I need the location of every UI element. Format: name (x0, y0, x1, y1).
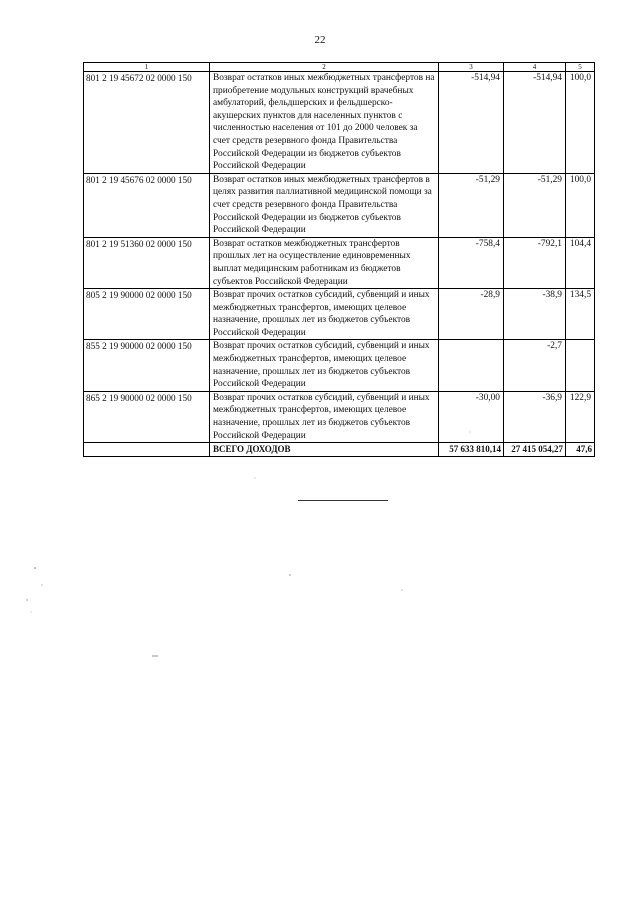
row-code: 801 2 19 51360 02 0000 150 (84, 237, 210, 288)
row-value-4: -51,29 (504, 173, 566, 237)
column-header-2: 2 (210, 63, 439, 72)
row-value-3: -51,29 (439, 173, 504, 237)
row-value-5: 134,5 (566, 289, 595, 340)
row-name: Возврат остатков межбюджетных трансфертов прошлых лет на осуществление единовременных выплат медицинским работникам из бюджетов субъектов Российской Федерации (210, 237, 439, 288)
separator-line (298, 500, 388, 501)
total-value-4: 27 415 054,27 (504, 443, 566, 457)
table-row (84, 237, 595, 288)
table-row (84, 289, 595, 340)
total-value-5: 47,6 (566, 443, 595, 457)
speck (41, 584, 42, 585)
row-value-3: -28,9 (439, 289, 504, 340)
row-name: Возврат остатков иных межбюджетных трансфертов в целях развития паллиативной медицинской помощи за счет средств резервного фонда Правительства Российской Федерации из бюджетов субъектов Российской Федерации (210, 173, 439, 237)
row-code: 805 2 19 90000 02 0000 150 (84, 289, 210, 340)
row-value-4: -514,94 (504, 72, 566, 174)
row-value-5 (566, 340, 595, 391)
table-header-row (84, 63, 595, 72)
row-code: 801 2 19 45676 02 0000 150 (84, 173, 210, 237)
row-value-3: -30,00 (439, 391, 504, 442)
table-row (84, 340, 595, 391)
budget-table (83, 62, 595, 457)
column-header-3: 3 (439, 63, 504, 72)
table-row (84, 173, 595, 237)
row-value-4: -38,9 (504, 289, 566, 340)
row-code: 855 2 19 90000 02 0000 150 (84, 340, 210, 391)
speck (255, 478, 256, 479)
speck (401, 589, 402, 590)
total-label: ВСЕГО ДОХОДОВ (210, 443, 439, 457)
column-header-4: 4 (504, 63, 566, 72)
row-name: Возврат остатков иных межбюджетных трансфертов на приобретение модульных конструкций врачебных амбулаторий, фельдшерских и фельдшерско-акушерских пунктов для населенных пунктов с численностью населения от 101 до 2000 человек за счет средств резервного фонда Правительства Российской Федерации из бюджетов субъектов Российской Федерации (210, 72, 439, 174)
speck (34, 567, 36, 569)
row-code: 801 2 19 45672 02 0000 150 (84, 72, 210, 174)
table-row (84, 72, 595, 174)
row-value-4: -792,1 (504, 237, 566, 288)
row-value-3: -514,94 (439, 72, 504, 174)
row-value-3: -758,4 (439, 237, 504, 288)
row-value-5: 100,0 (566, 72, 595, 174)
row-value-3 (439, 340, 504, 391)
table-row (84, 391, 595, 442)
speck (26, 599, 27, 600)
row-name: Возврат прочих остатков субсидий, субвенций и иных межбюджетных трансфертов, имеющих целевое назначение, прошлых лет из бюджетов субъектов Российской Федерации (210, 391, 439, 442)
row-value-4: -2,7 (504, 340, 566, 391)
row-value-5: 100,0 (566, 173, 595, 237)
row-name: Возврат прочих остатков субсидий, субвенций и иных межбюджетных трансфертов, имеющих целевое назначение, прошлых лет из бюджетов субъектов Российской Федерации (210, 340, 439, 391)
row-code: 865 2 19 90000 02 0000 150 (84, 391, 210, 442)
row-value-5: 104,4 (566, 237, 595, 288)
speck (31, 612, 32, 613)
total-row (84, 443, 595, 457)
row-name: Возврат прочих остатков субсидий, субвенций и иных межбюджетных трансфертов, имеющих целевое назначение, прошлых лет из бюджетов субъектов Российской Федерации (210, 289, 439, 340)
row-value-4: -36,9 (504, 391, 566, 442)
total-empty-cell (84, 443, 210, 457)
speck (289, 574, 290, 575)
total-value-3: 57 633 810,14 (439, 443, 504, 457)
page-number: 22 (314, 34, 326, 46)
row-value-5: 122,9 (566, 391, 595, 442)
column-header-5: 5 (566, 63, 595, 72)
column-header-1: 1 (84, 63, 210, 72)
